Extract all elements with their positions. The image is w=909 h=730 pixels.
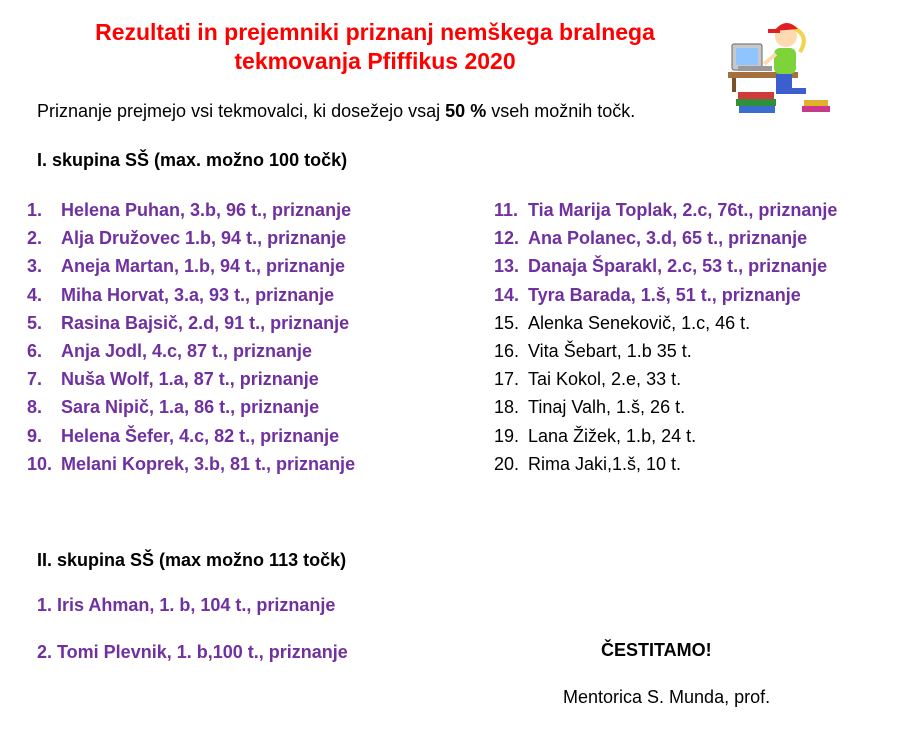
congratulations-text: ČESTITAMO!: [601, 640, 712, 660]
intro-text: Priznanje prejmejo vsi tekmovalci, ki dosežejo vsaj 50 % vseh možnih točk.: [37, 101, 636, 121]
group-2-item: 2. Tomi Plevnik, 1. b,100 t., priznanje: [37, 642, 348, 662]
student-at-computer-illustration: [724, 14, 832, 118]
group-1-heading: I. skupina SŠ (max. možno 100 točk): [37, 150, 348, 170]
title-line-1: Rezultati in prejemniki priznanj nemškega bralnega: [95, 19, 655, 45]
group-2-item: 1. Iris Ahman, 1. b, 104 t., priznanje: [37, 595, 336, 615]
page-title: [0, 18, 750, 76]
mentor-signature-text: Mentorica S. Munda, prof.: [563, 687, 771, 707]
title-line-2: tekmovanja Pfiffikus 2020: [234, 48, 516, 74]
group-2-heading: II. skupina SŠ (max možno 113 točk): [37, 550, 347, 570]
